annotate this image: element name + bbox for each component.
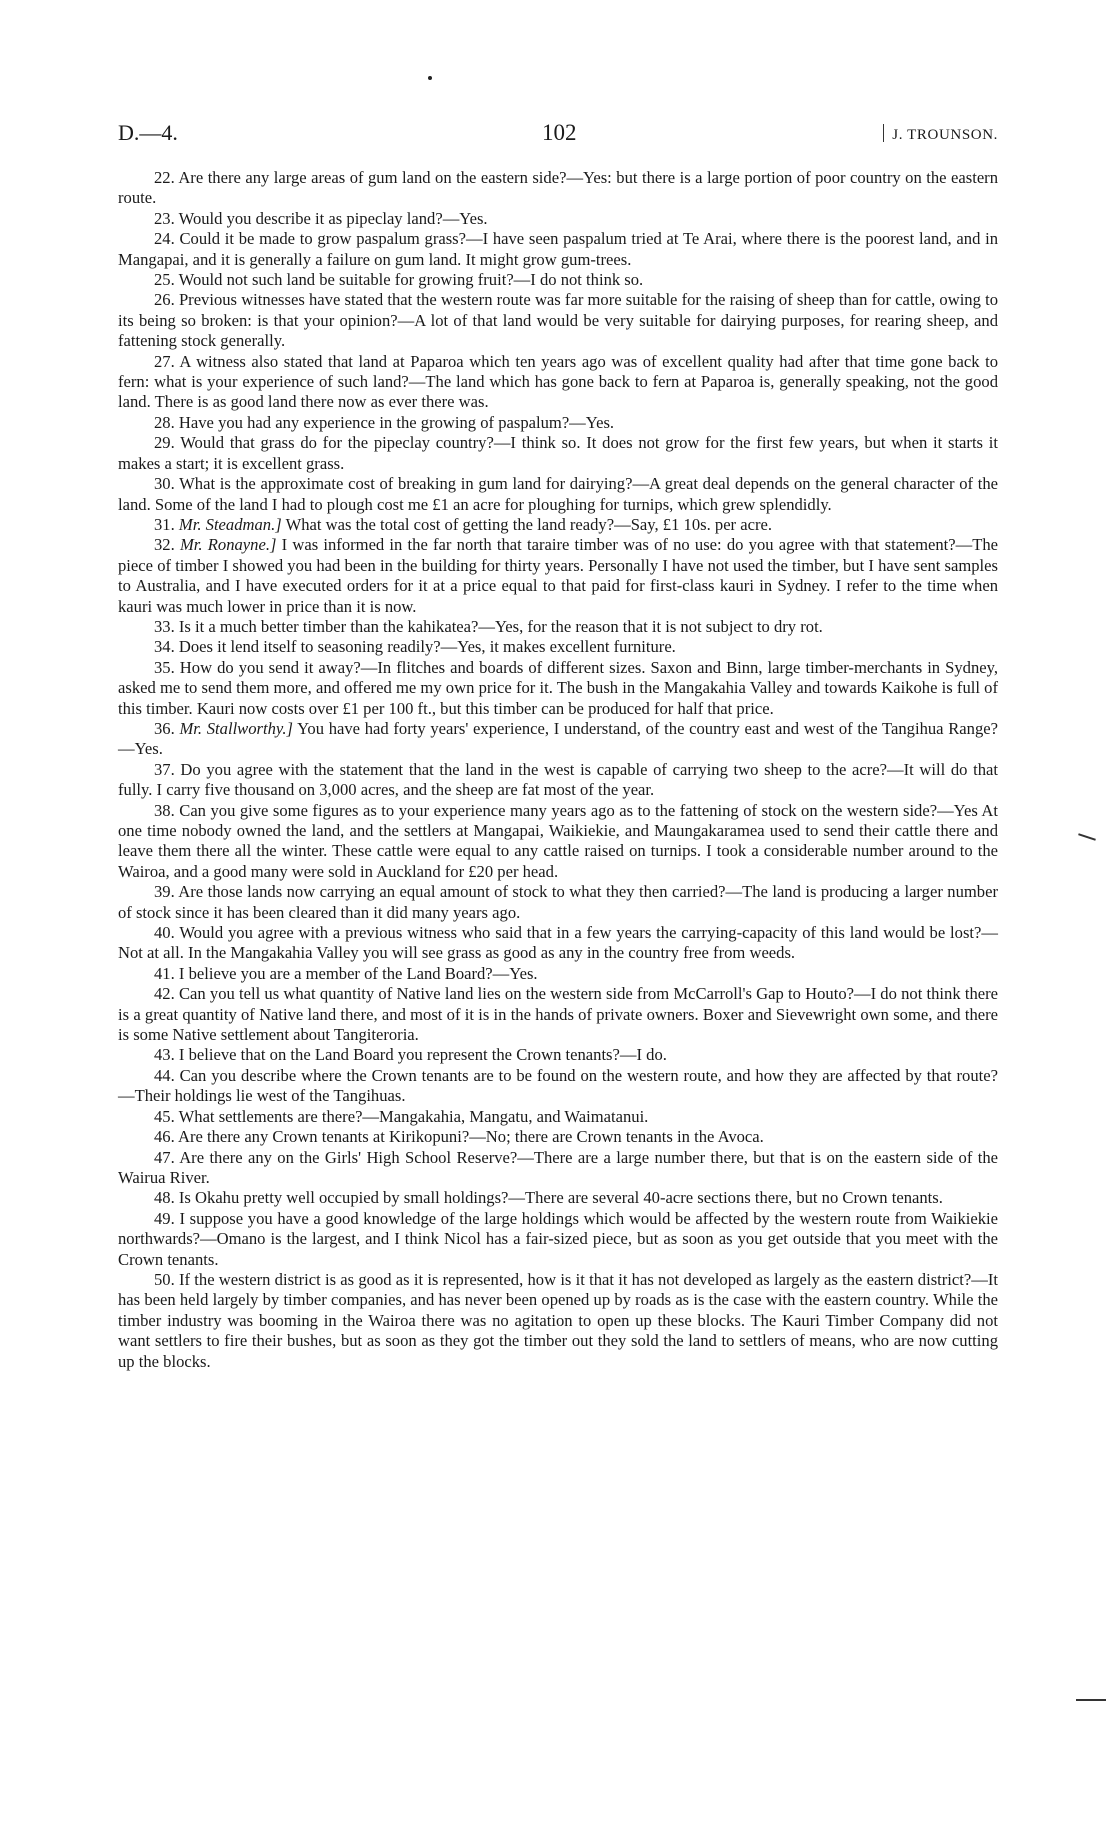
question-answer-paragraph [118, 1107, 998, 1127]
ink-dot [428, 76, 432, 80]
question-answer-paragraph [118, 535, 998, 617]
question-answer-paragraph [118, 1066, 998, 1107]
question-answer-paragraph [118, 719, 998, 760]
question-answer-text: Would that grass do for the pipeclay country?—I think so. It does not grow for the first few years, but when it starts it makes a start; it is excellent grass. [118, 433, 998, 473]
question-number: 26. [154, 290, 175, 310]
question-answer-paragraph [118, 433, 998, 474]
question-answer-text: Could it be made to grow paspalum grass?—I have seen paspalum tried at Te Arai, where there is the poorest land, and in Mangapai, and it is generally a failure on gum land. It might grow gum-trees. [118, 229, 998, 269]
question-answer-paragraph [118, 1148, 998, 1189]
question-answer-paragraph [118, 352, 998, 413]
question-answer-paragraph [118, 168, 998, 209]
page-number: 102 [542, 120, 577, 145]
question-answer-paragraph [118, 270, 998, 290]
testimony-body [118, 168, 998, 1372]
question-number: 43. [154, 1045, 175, 1065]
question-answer-paragraph [118, 637, 998, 657]
question-number: 39. [154, 882, 175, 902]
question-answer-text: Would you agree with a previous witness who said that in a few years the carrying-capacity of this land would be lost?—Not at all. In the Mangakahia Valley you will see grass as good as any in the country free from weeds. [118, 923, 998, 963]
question-number: 23. [154, 208, 175, 228]
question-answer-paragraph [118, 801, 998, 883]
question-answer-text: Can you give some figures as to your experience many years ago as to the fattening of stock on the western side?—Yes At one time nobody owned the land, and the settlers at Mangapai, Waikiekie, and Maungakaramea used to send their cattle there and leave them there all the winter. These cattle were equal to any cattle raised on turnips. I took a considerable number around to the Wairoa, and a good many were sold in Auckland for £20 per head. [118, 800, 998, 881]
question-answer-text: Are those lands now carrying an equal amount of stock to what they then carried?—The land is producing a larger number of stock since it has been cleared than it did many years ago. [118, 882, 998, 922]
question-answer-text: What is the approximate cost of breaking in gum land for dairying?—A great deal depends on the general character of the land. Some of the land I had to plough cost me £1 an acre for ploughing for turnips, which grew splendidly. [118, 474, 998, 514]
question-number: 22. [154, 168, 175, 187]
question-answer-text: If the western district is as good as it is represented, how is it that it has not developed as largely as the eastern district?—It has been held largely by timber companies, and has never been opened up by roads as is the case with the eastern country. While the timber industry was booming in the Wairoa there was no agitation to open up these blocks. The Kauri Timber Company did not want settlers to fire their bushes, but as soon as they got the timber out they sold the land to settlers of means, who are now cutting up the blocks. [118, 1269, 998, 1371]
question-answer-paragraph [118, 760, 998, 801]
margin-mark [1078, 833, 1096, 840]
speaker-name: Mr. Steadman.] [178, 514, 282, 534]
speaker-name: Mr. Ronayne.] [179, 535, 277, 555]
question-number: 38. [154, 800, 175, 820]
question-answer-paragraph [118, 474, 998, 515]
question-answer-text: I believe you are a member of the Land Board?—Yes. [178, 963, 538, 983]
question-answer-paragraph [118, 658, 998, 719]
question-answer-paragraph [118, 964, 998, 984]
question-answer-paragraph [118, 923, 998, 964]
question-number: 28. [154, 412, 175, 432]
question-answer-text: Are there any on the Girls' High School Reserve?—There are a large number there, but that is on the eastern side of the Wairua River. [118, 1147, 998, 1187]
question-number: 30. [154, 474, 175, 494]
header-divider [883, 124, 884, 142]
question-answer-paragraph [118, 229, 998, 270]
question-number: 47. [154, 1147, 175, 1167]
question-number: 50. [154, 1269, 175, 1289]
question-answer-paragraph [118, 209, 998, 229]
question-number: 37. [154, 759, 175, 779]
question-answer-text: You have had forty years' experience, I understand, of the country east and west of the Tangihua Range?—Yes. [118, 718, 998, 759]
question-answer-text: I was informed in the far north that taraire timber was of no use: do you agree with that statement?—The piece of timber I showed you had been in the building for thirty years. Personally I have not used the timber, but I have sent samples to Australia, and I have executed orders for it at a price equal to that paid for first-class kauri in Sydney. I refer to the time when kauri was much lower in price than it is now. [118, 535, 999, 616]
question-number: 36. [154, 718, 175, 738]
question-number: 34. [154, 637, 175, 657]
question-number: 45. [154, 1106, 175, 1126]
question-answer-text: Are there any large areas of gum land on the eastern side?—Yes: but there is a large portion of poor country on the eastern route. [118, 168, 999, 208]
witness-name: J. TROUNSON. [883, 124, 998, 144]
question-answer-text: Does it lend itself to seasoning readily?—Yes, it makes excellent furniture. [178, 637, 676, 657]
page-header [118, 120, 998, 150]
question-answer-text: How do you send it away?—In flitches and boards of different sizes. Saxon and Binn, large timber-merchants in Sydney, asked me to send them more, and offered me my own price for it. The bush in the Mangakahia Valley and towards Kaikohe is full of this timber. Kauri now costs over £1 per 100 ft., but this timber can be produced for half that price. [118, 657, 998, 718]
question-answer-paragraph [118, 515, 998, 535]
question-number: 24. [154, 229, 175, 249]
question-answer-text: Can you describe where the Crown tenants are to be found on the western route, and how they are affected by that route?—Their holdings lie west of the Tangihuas. [118, 1065, 998, 1106]
question-answer-text: Do you agree with the statement that the land in the west is capable of carrying two sheep to the acre?—It will do that fully. I carry five thousand on 3,000 acres, and the sheep are fat most of the year. [118, 759, 998, 800]
question-number: 46. [154, 1127, 175, 1147]
question-number: 44. [154, 1065, 175, 1085]
question-number: 32. [154, 535, 175, 555]
margin-mark [1076, 1699, 1106, 1701]
document-reference: D.—4. [118, 120, 178, 145]
question-answer-text: Have you had any experience in the growing of paspalum?—Yes. [178, 412, 615, 432]
question-number: 31. [154, 514, 175, 534]
question-answer-paragraph [118, 1045, 998, 1065]
question-answer-text: Would not such land be suitable for growing fruit?—I do not think so. [178, 270, 644, 290]
question-number: 35. [154, 657, 175, 677]
question-answer-text: Is Okahu pretty well occupied by small holdings?—There are several 40-acre sections there, but no Crown tenants. [178, 1188, 943, 1208]
question-number: 27. [154, 351, 175, 371]
question-answer-paragraph [118, 617, 998, 637]
question-answer-text: A witness also stated that land at Paparoa which ten years ago was of excellent quality had after that time gone back to fern: what is your experience of such land?—The land which has gone back to fern at Paparoa is, generally speaking, not the good land. There is as good land there now as ever there was. [118, 351, 999, 412]
question-answer-text: What was the total cost of getting the land ready?—Say, £1 10s. per acre. [285, 514, 772, 534]
speaker-name: Mr. Stallworthy.] [179, 718, 293, 738]
question-number: 33. [154, 616, 175, 636]
question-answer-paragraph [118, 1127, 998, 1147]
question-answer-text: What settlements are there?—Mangakahia, Mangatu, and Waimatanui. [178, 1106, 649, 1126]
question-answer-text: Is it a much better timber than the kahikatea?—Yes, for the reason that it is not subject to dry rot. [178, 616, 823, 636]
question-answer-text: Would you describe it as pipeclay land?—Yes. [178, 208, 488, 228]
question-answer-paragraph [118, 1270, 998, 1372]
question-number: 40. [154, 923, 175, 943]
question-number: 49. [154, 1208, 175, 1228]
question-answer-text: Can you tell us what quantity of Native land lies on the western side from McCarroll's Gap to Houto?—I do not think there is a great quantity of Native land there, and most of it is in the hands of private owners. Boxer and Sievewright own some, and there is some Native settlement about Tangiteroria. [118, 984, 998, 1045]
question-number: 25. [154, 270, 175, 290]
question-answer-paragraph [118, 984, 998, 1045]
question-answer-text: I believe that on the Land Board you represent the Crown tenants?—I do. [178, 1045, 667, 1065]
question-answer-paragraph [118, 882, 998, 923]
question-answer-text: Are there any Crown tenants at Kirikopuni?—No; there are Crown tenants in the Avoca. [177, 1127, 764, 1147]
question-number: 42. [154, 984, 175, 1004]
question-answer-paragraph [118, 413, 998, 433]
question-answer-paragraph [118, 1188, 998, 1208]
question-number: 48. [154, 1188, 175, 1208]
question-answer-paragraph [118, 1209, 998, 1270]
question-answer-text: I suppose you have a good knowledge of the large holdings which would be affected by the western route from Waikiekie northwards?—Omano is the largest, and I think Nicol has a fair-sized piece, but as soon as you get outside that you meet with the Crown tenants. [118, 1208, 998, 1269]
question-answer-text: Previous witnesses have stated that the western route was far more suitable for the raising of sheep than for cattle, owing to its being so broken: is that your opinion?—A lot of that land would be very suitable for dairying purposes, for rearing sheep, and fattening stock generally. [118, 290, 998, 351]
question-number: 41. [154, 963, 175, 983]
question-number: 29. [154, 433, 175, 453]
question-answer-paragraph [118, 290, 998, 351]
